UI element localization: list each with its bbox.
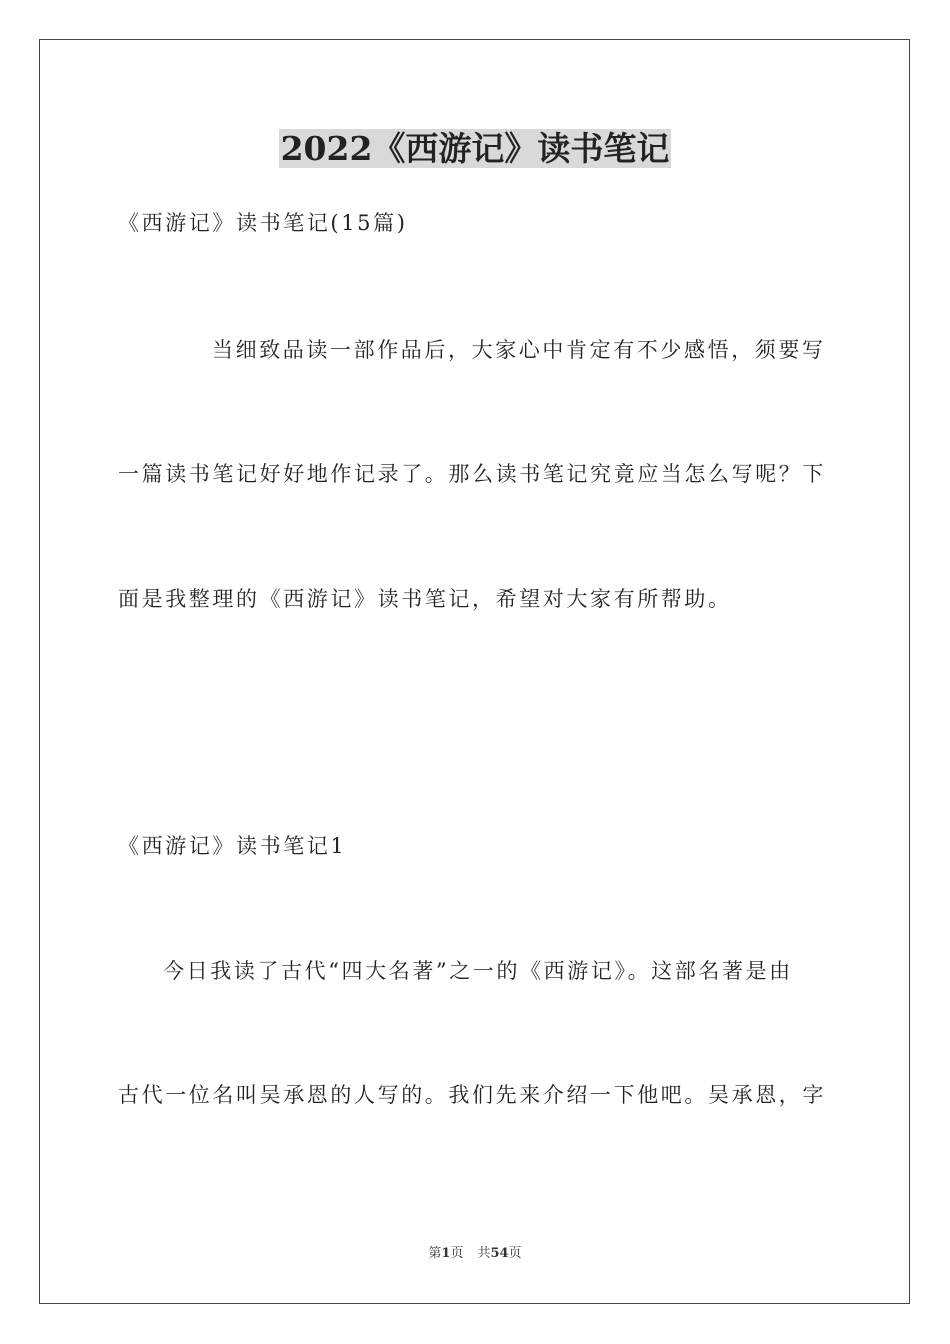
total-prefix: 共 (477, 1246, 491, 1261)
page-footer (0, 1245, 950, 1263)
total-page-count: 54 (490, 1246, 509, 1261)
intro-line-1: 当细致品读一部作品后，大家心中肯定有不少感悟，须要写 (212, 338, 826, 362)
intro-line-2: 一篇读书笔记好好地作记录了。那么读书笔记究竟应当怎么写呢？下 (118, 462, 826, 486)
page-prefix: 第 (428, 1246, 442, 1261)
body-line-1: 今日我读了古代“四大名著”之一的《西游记》。这部名著是由 (163, 959, 793, 983)
current-page-number: 1 (441, 1246, 451, 1261)
total-suffix: 页 (508, 1246, 522, 1261)
section-heading: 《西游记》读书笔记1 (118, 834, 347, 858)
document-title (0, 126, 950, 172)
page-suffix: 页 (450, 1246, 464, 1261)
document-title-text: 2022《西游记》读书笔记 (280, 129, 670, 168)
body-line-2: 古代一位名叫吴承恩的人写的。我们先来介绍一下他吧。吴承恩，字 (118, 1083, 826, 1107)
intro-line-3: 面是我整理的《西游记》读书笔记，希望对大家有所帮助。 (118, 587, 732, 611)
document-subtitle: 《西游记》读书笔记(15篇) (118, 211, 408, 235)
